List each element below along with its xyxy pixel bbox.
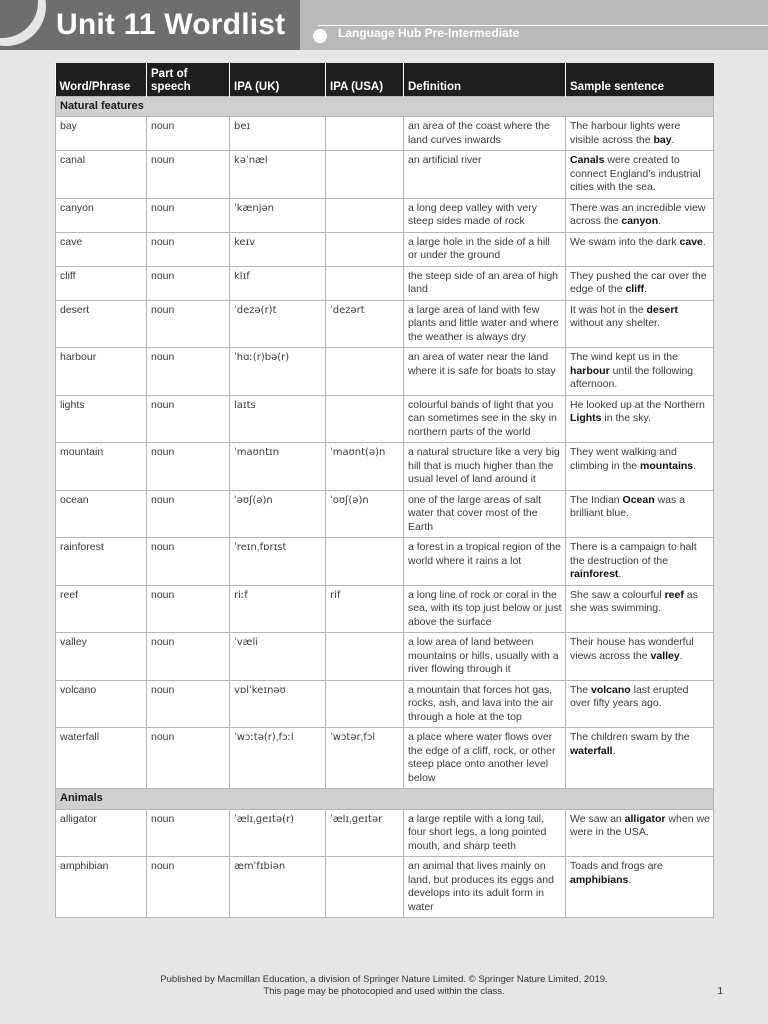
sample-sentence-cell (566, 728, 714, 789)
sentence-text: There is a campaign to halt the destruction of the (570, 541, 697, 567)
sentence-text: until the following afternoon. (570, 364, 694, 390)
ipa-uk-cell: kəˈnæl (230, 151, 326, 199)
sample-sentence-cell (566, 585, 714, 633)
table-row (56, 809, 714, 857)
photocopy-notice: This page may be photocopied and used within the class. (263, 986, 505, 997)
ipa-usa-cell (326, 395, 404, 443)
table-row (56, 151, 714, 199)
ipa-uk-cell: keɪv (230, 232, 326, 266)
word-cell: volcano (56, 680, 147, 728)
section-heading: Animals (56, 789, 714, 810)
part-of-speech-cell: noun (147, 266, 230, 300)
table-row (56, 395, 714, 443)
ipa-usa-cell: ˈdezərt (326, 300, 404, 348)
sentence-text: were created to connect England’s industrial cities with the sea. (570, 154, 701, 193)
highlighted-word: canyon (621, 215, 659, 227)
sentence-text: They went walking and climbing in the (570, 446, 677, 472)
ipa-uk-cell: ˈəʊʃ(ə)n (230, 490, 326, 538)
column-header: Definition (404, 63, 566, 96)
ipa-uk-cell: ˈælɪˌɡeɪtə(r) (230, 809, 326, 857)
table-row (56, 857, 714, 918)
ipa-usa-cell (326, 538, 404, 586)
table-body (56, 96, 714, 918)
ipa-usa-cell (326, 151, 404, 199)
sentence-text: There was an incredible view across the (570, 201, 706, 227)
wordlist-table (55, 63, 714, 918)
ipa-uk-cell: ˈwɔːtə(r)ˌfɔːl (230, 728, 326, 789)
definition-cell: a long deep valley with very steep sides made of rock (404, 198, 566, 232)
sentence-text: without any shelter. (570, 317, 660, 329)
part-of-speech-cell: noun (147, 443, 230, 491)
ipa-uk-cell: ˈhɑː(r)bə(r) (230, 348, 326, 396)
part-of-speech-cell: noun (147, 232, 230, 266)
page-footer (0, 974, 768, 998)
highlighted-word: volcano (591, 683, 631, 696)
page-number: 1 (717, 986, 723, 997)
word-cell: reef (56, 585, 147, 633)
highlighted-word: cliff (625, 283, 645, 295)
publisher-notice: Published by Macmillan Education, a division of Springer Nature Limited. © Springer Nature Limited, 2019. (160, 974, 608, 985)
sentence-text: was a brilliant blue. (570, 493, 686, 519)
part-of-speech-cell: noun (147, 117, 230, 151)
ipa-uk-cell: ˈvæli (230, 633, 326, 681)
part-of-speech-cell: noun (147, 857, 230, 918)
column-header: Sample sentence (566, 63, 714, 96)
sample-sentence-cell (566, 266, 714, 300)
highlighted-word: alligator (624, 812, 666, 825)
table-row (56, 198, 714, 232)
definition-cell: colourful bands of light that you can sometimes see in the sky in northern parts of the world (404, 395, 566, 443)
ipa-usa-cell (326, 633, 404, 681)
word-cell: waterfall (56, 728, 147, 789)
ipa-uk-cell: ˈkænjən (230, 198, 326, 232)
word-cell: lights (56, 395, 147, 443)
sample-sentence-cell (566, 809, 714, 857)
word-cell: desert (56, 300, 147, 348)
definition-cell: a large reptile with a long tail, four short legs, a long pointed mouth, and sharp teeth (404, 809, 566, 857)
table-row (56, 300, 714, 348)
sentence-text: when we were in the USA. (570, 812, 710, 838)
page-title: Unit 11 Wordlist (56, 8, 286, 41)
sentence-text: It was hot in the (570, 303, 647, 316)
highlighted-word: harbour (570, 364, 610, 377)
ipa-uk-cell: klɪf (230, 266, 326, 300)
sentence-text: The wind kept us in the (570, 351, 678, 363)
sentence-text: as she was swimming. (570, 588, 698, 614)
sample-sentence-cell (566, 232, 714, 266)
sample-sentence-cell (566, 348, 714, 396)
word-cell: amphibian (56, 857, 147, 918)
sentence-text: He looked up at the Northern (570, 398, 705, 411)
sentence-text: The (570, 683, 592, 696)
word-cell: alligator (56, 809, 147, 857)
sample-sentence-cell (566, 151, 714, 199)
highlighted-word: bay (653, 133, 672, 146)
ipa-uk-cell: beɪ (230, 117, 326, 151)
highlighted-word: Canals (570, 154, 605, 166)
part-of-speech-cell: noun (147, 198, 230, 232)
word-cell: valley (56, 633, 147, 681)
bullet-icon (313, 29, 327, 43)
sentence-text: . (612, 744, 616, 757)
ipa-usa-cell (326, 198, 404, 232)
sentence-text: . (658, 215, 662, 227)
word-cell: cliff (56, 266, 147, 300)
sample-sentence-cell (566, 395, 714, 443)
highlighted-word: cave (679, 235, 703, 248)
highlighted-word: desert (646, 303, 678, 316)
sentence-text: . (628, 873, 632, 886)
column-header: Part of speech (147, 63, 230, 96)
ipa-uk-cell: vɒlˈkeɪnəʊ (230, 680, 326, 728)
word-cell: bay (56, 117, 147, 151)
part-of-speech-cell: noun (147, 348, 230, 396)
part-of-speech-cell: noun (147, 395, 230, 443)
column-header: IPA (USA) (326, 63, 404, 96)
section-heading: Natural features (56, 96, 714, 117)
highlighted-word: mountains (640, 459, 694, 472)
sentence-text: . (644, 283, 648, 295)
definition-cell: a mountain that forces hot gas, rocks, ash, and lava into the air through a hole at the top (404, 680, 566, 728)
definition-cell: a low area of land between mountains or hills, usually with a river flowing through it (404, 633, 566, 681)
ipa-uk-cell: ˈreɪnˌfɒrɪst (230, 538, 326, 586)
word-cell: canal (56, 151, 147, 199)
section-row (56, 789, 714, 810)
sentence-text: . (618, 568, 622, 580)
sentence-text: We swam into the dark (570, 235, 680, 248)
sample-sentence-cell (566, 680, 714, 728)
sample-sentence-cell (566, 857, 714, 918)
sentence-text: . (693, 459, 697, 472)
highlighted-word: amphibians (570, 873, 629, 886)
ipa-usa-cell: ˈoʊʃ(ə)n (326, 490, 404, 538)
table-row (56, 232, 714, 266)
part-of-speech-cell: noun (147, 585, 230, 633)
highlighted-word: rainforest (570, 568, 619, 580)
ipa-usa-cell: ˈælɪˌɡeɪtər (326, 809, 404, 857)
sentence-text: last erupted over fifty years ago. (570, 683, 689, 709)
ipa-uk-cell: ˈmaʊntɪn (230, 443, 326, 491)
table-row (56, 490, 714, 538)
ipa-usa-cell (326, 232, 404, 266)
sentence-text: Their house has wonderful views across the (570, 636, 694, 662)
ipa-usa-cell (326, 680, 404, 728)
definition-cell: a large area of land with few plants and little water and where the weather is always dry (404, 300, 566, 348)
ipa-usa-cell (326, 266, 404, 300)
highlighted-word: waterfall (570, 744, 613, 757)
definition-cell: the steep side of an area of high land (404, 266, 566, 300)
ipa-usa-cell: rif (326, 585, 404, 633)
sample-sentence-cell (566, 443, 714, 491)
sample-sentence-cell (566, 300, 714, 348)
word-cell: canyon (56, 198, 147, 232)
definition-cell: an area of the coast where the land curves inwards (404, 117, 566, 151)
sample-sentence-cell (566, 490, 714, 538)
definition-cell: an animal that lives mainly on land, but produces its eggs and develops into its adult form in water (404, 857, 566, 918)
highlighted-word: reef (664, 588, 684, 601)
sentence-text: The harbour lights were visible across the (570, 120, 681, 146)
table-row (56, 443, 714, 491)
definition-cell: a natural structure like a very big hill that is much higher than the usual level of land around it (404, 443, 566, 491)
definition-cell: a forest in a tropical region of the world where it rains a lot (404, 538, 566, 586)
page-header (0, 0, 768, 50)
sentence-text: The Indian (570, 493, 623, 506)
highlighted-word: Ocean (622, 493, 655, 506)
ipa-uk-cell: ˈdezə(r)t (230, 300, 326, 348)
sentence-text: We saw an (570, 812, 625, 825)
part-of-speech-cell: noun (147, 680, 230, 728)
part-of-speech-cell: noun (147, 300, 230, 348)
ipa-uk-cell: æmˈfɪbiən (230, 857, 326, 918)
table-header-row (56, 63, 714, 96)
definition-cell: an area of water near the land where it is safe for boats to stay (404, 348, 566, 396)
word-cell: harbour (56, 348, 147, 396)
sentence-text: . (702, 235, 706, 248)
sample-sentence-cell (566, 117, 714, 151)
definition-cell: one of the large areas of salt water that cover most of the Earth (404, 490, 566, 538)
ipa-usa-cell: ˈwɔtərˌfɔl (326, 728, 404, 789)
part-of-speech-cell: noun (147, 490, 230, 538)
word-cell: rainforest (56, 538, 147, 586)
sentence-text: . (679, 649, 683, 662)
part-of-speech-cell: noun (147, 728, 230, 789)
sentence-text: They pushed the car over the edge of the (570, 269, 707, 295)
part-of-speech-cell: noun (147, 151, 230, 199)
table-row (56, 633, 714, 681)
sentence-text: . (671, 133, 675, 146)
part-of-speech-cell: noun (147, 809, 230, 857)
table-row (56, 538, 714, 586)
definition-cell: an artificial river (404, 151, 566, 199)
ipa-usa-cell (326, 117, 404, 151)
ipa-usa-cell: ˈmaʊnt(ə)n (326, 443, 404, 491)
ipa-uk-cell: riːf (230, 585, 326, 633)
ipa-usa-cell (326, 857, 404, 918)
sentence-text: Toads and frogs are (570, 860, 663, 872)
definition-cell: a long line of rock or coral in the sea, with its top just below or just above the surface (404, 585, 566, 633)
ipa-usa-cell (326, 348, 404, 396)
sentence-text: She saw a colourful (570, 588, 665, 601)
word-cell: mountain (56, 443, 147, 491)
sentence-text: in the sky. (601, 412, 651, 424)
course-name: Language Hub Pre-Intermediate (330, 26, 527, 40)
table-row (56, 728, 714, 789)
sample-sentence-cell (566, 633, 714, 681)
word-cell: cave (56, 232, 147, 266)
highlighted-word: valley (650, 649, 680, 662)
definition-cell: a place where water flows over the edge of a cliff, rock, or other steep place onto another level below (404, 728, 566, 789)
ipa-uk-cell: laɪts (230, 395, 326, 443)
definition-cell: a large hole in the side of a hill or under the ground (404, 232, 566, 266)
column-header: Word/Phrase (56, 63, 147, 96)
sample-sentence-cell (566, 198, 714, 232)
column-header: IPA (UK) (230, 63, 326, 96)
part-of-speech-cell: noun (147, 538, 230, 586)
table-row (56, 585, 714, 633)
table-row (56, 117, 714, 151)
section-row (56, 96, 714, 117)
table-row (56, 266, 714, 300)
part-of-speech-cell: noun (147, 633, 230, 681)
highlighted-word: Lights (570, 412, 602, 424)
table-row (56, 680, 714, 728)
sample-sentence-cell (566, 538, 714, 586)
word-cell: ocean (56, 490, 147, 538)
table-row (56, 348, 714, 396)
sentence-text: The children swam by the (570, 731, 690, 743)
